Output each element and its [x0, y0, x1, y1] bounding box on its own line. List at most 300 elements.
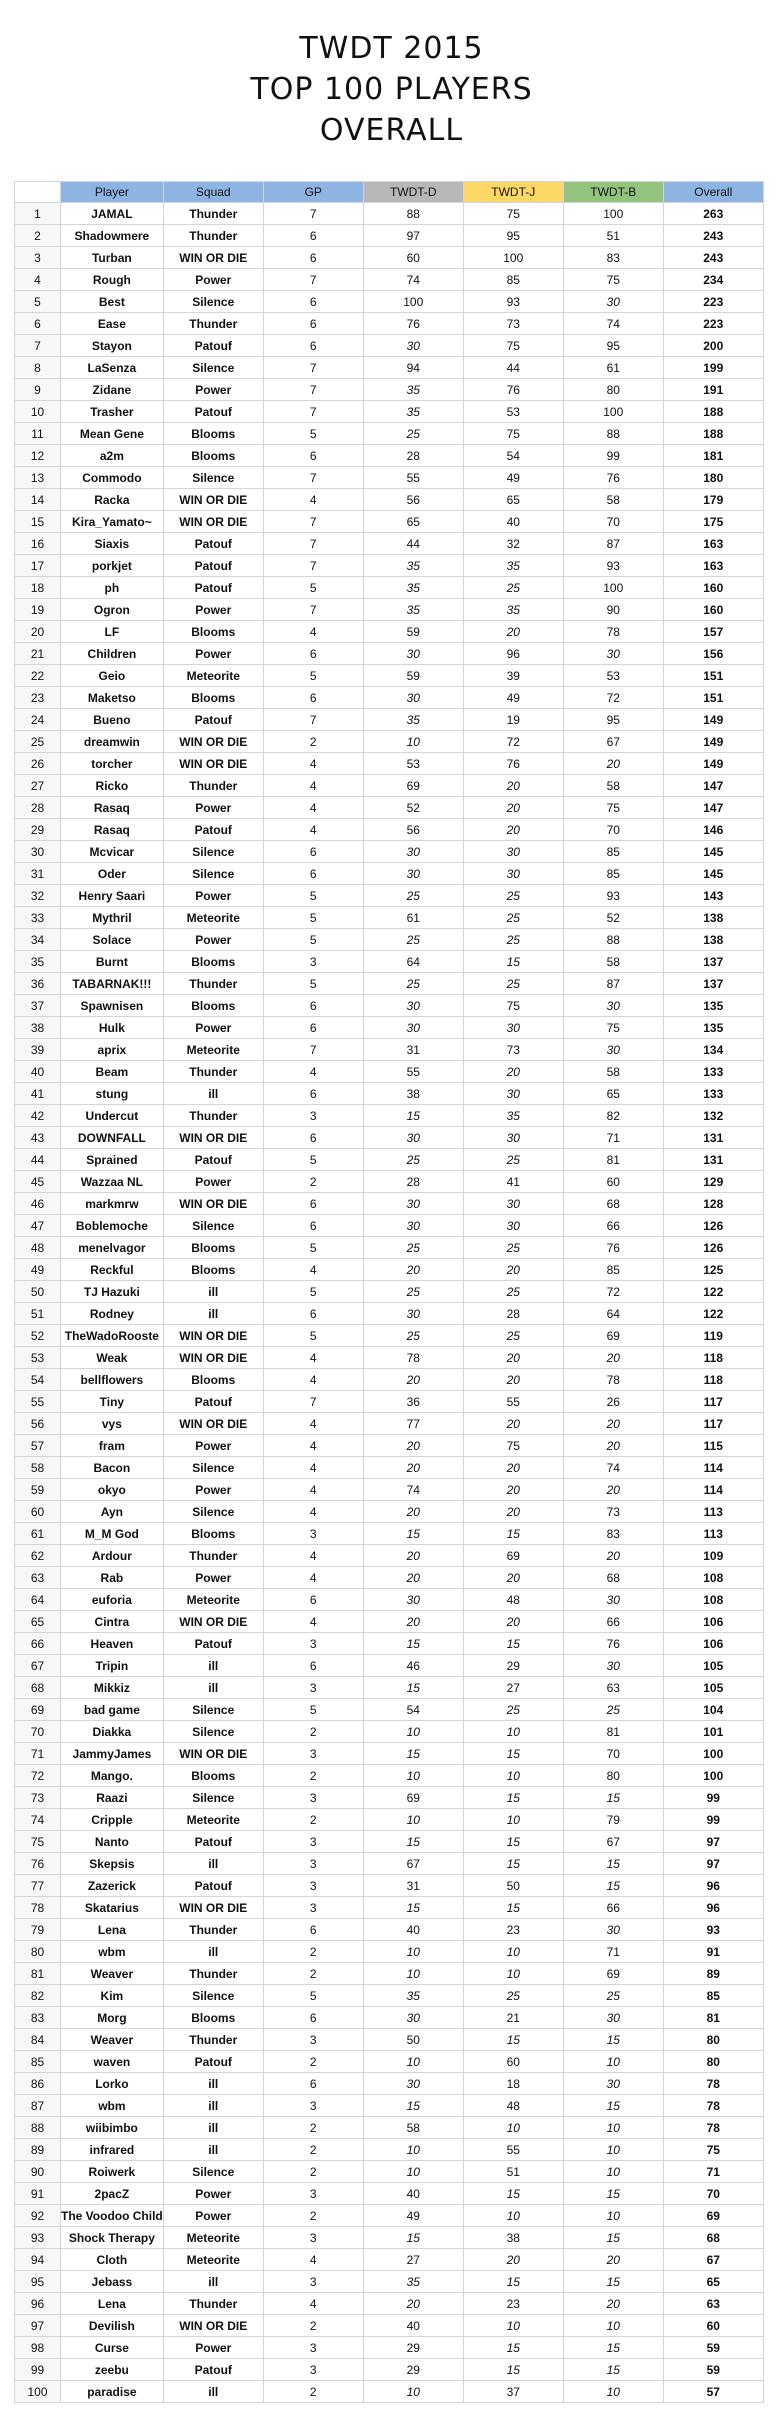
gp-cell: 5 — [263, 1237, 363, 1259]
table-row — [15, 841, 764, 863]
rank-cell: 67 — [15, 1655, 61, 1677]
twdt-d-cell: 56 — [363, 489, 463, 511]
player-cell: Mikkiz — [61, 1677, 164, 1699]
table-row — [15, 1831, 764, 1853]
gp-cell: 2 — [263, 2315, 363, 2337]
twdt-b-cell: 10 — [563, 2117, 663, 2139]
overall-cell: 114 — [663, 1457, 763, 1479]
table-row — [15, 1061, 764, 1083]
twdt-d-cell: 30 — [363, 995, 463, 1017]
squad-cell: ill — [163, 2073, 263, 2095]
overall-cell: 151 — [663, 665, 763, 687]
rank-cell: 77 — [15, 1875, 61, 1897]
twdt-j-cell: 15 — [463, 2271, 563, 2293]
table-row — [15, 2315, 764, 2337]
twdt-j-cell: 54 — [463, 445, 563, 467]
twdt-d-cell: 20 — [363, 1259, 463, 1281]
player-cell: Tiny — [61, 1391, 164, 1413]
twdt-b-cell: 71 — [563, 1127, 663, 1149]
table-row — [15, 1963, 764, 1985]
squad-cell: Patouf — [163, 401, 263, 423]
gp-cell: 4 — [263, 1369, 363, 1391]
squad-cell: Blooms — [163, 1765, 263, 1787]
player-cell: menelvagor — [61, 1237, 164, 1259]
squad-cell: WIN OR DIE — [163, 2315, 263, 2337]
squad-cell: Blooms — [163, 1237, 263, 1259]
rank-cell: 44 — [15, 1149, 61, 1171]
twdt-d-cell: 25 — [363, 1237, 463, 1259]
player-cell: Tripin — [61, 1655, 164, 1677]
gp-cell: 4 — [263, 1501, 363, 1523]
twdt-d-cell: 29 — [363, 2337, 463, 2359]
twdt-d-cell: 20 — [363, 1545, 463, 1567]
twdt-j-cell: 20 — [463, 775, 563, 797]
table-row — [15, 1149, 764, 1171]
overall-cell: 138 — [663, 929, 763, 951]
rank-cell: 25 — [15, 731, 61, 753]
squad-cell: ill — [163, 1655, 263, 1677]
twdt-b-cell: 30 — [563, 643, 663, 665]
player-cell: Weak — [61, 1347, 164, 1369]
twdt-d-cell: 28 — [363, 1171, 463, 1193]
overall-cell: 157 — [663, 621, 763, 643]
twdt-j-cell: 20 — [463, 1567, 563, 1589]
twdt-d-cell: 56 — [363, 819, 463, 841]
twdt-j-cell: 29 — [463, 1655, 563, 1677]
twdt-d-cell: 20 — [363, 1611, 463, 1633]
table-row — [15, 1655, 764, 1677]
overall-cell: 134 — [663, 1039, 763, 1061]
twdt-b-cell: 10 — [563, 2381, 663, 2403]
twdt-b-cell: 72 — [563, 687, 663, 709]
twdt-b-cell: 64 — [563, 1303, 663, 1325]
twdt-d-cell: 38 — [363, 1083, 463, 1105]
twdt-b-cell: 20 — [563, 1347, 663, 1369]
table-row — [15, 665, 764, 687]
twdt-j-cell: 48 — [463, 1589, 563, 1611]
twdt-b-cell: 93 — [563, 885, 663, 907]
gp-cell: 4 — [263, 489, 363, 511]
table-row — [15, 1457, 764, 1479]
twdt-j-cell: 10 — [463, 2117, 563, 2139]
twdt-b-cell: 20 — [563, 1545, 663, 1567]
squad-cell: Meteorite — [163, 2227, 263, 2249]
squad-cell: Blooms — [163, 2007, 263, 2029]
twdt-d-cell: 35 — [363, 379, 463, 401]
table-row — [15, 247, 764, 269]
overall-cell: 200 — [663, 335, 763, 357]
gp-cell: 6 — [263, 2073, 363, 2095]
squad-cell: Meteorite — [163, 665, 263, 687]
rank-cell: 47 — [15, 1215, 61, 1237]
squad-cell: Meteorite — [163, 1039, 263, 1061]
gp-cell: 6 — [263, 1303, 363, 1325]
rank-cell: 61 — [15, 1523, 61, 1545]
twdt-b-cell: 82 — [563, 1105, 663, 1127]
twdt-j-cell: 30 — [463, 1017, 563, 1039]
player-cell: The Voodoo Child — [61, 2205, 164, 2227]
overall-cell: 89 — [663, 1963, 763, 1985]
table-row — [15, 445, 764, 467]
rank-cell: 92 — [15, 2205, 61, 2227]
overall-cell: 75 — [663, 2139, 763, 2161]
twdt-j-cell: 23 — [463, 1919, 563, 1941]
player-cell: Cripple — [61, 1809, 164, 1831]
twdt-b-cell: 15 — [563, 1875, 663, 1897]
player-cell: wbm — [61, 1941, 164, 1963]
twdt-j-cell: 96 — [463, 643, 563, 665]
twdt-j-cell: 18 — [463, 2073, 563, 2095]
twdt-d-cell: 10 — [363, 1963, 463, 1985]
twdt-d-cell: 25 — [363, 885, 463, 907]
gp-cell: 7 — [263, 511, 363, 533]
player-cell: Hulk — [61, 1017, 164, 1039]
table-row — [15, 1677, 764, 1699]
overall-cell: 149 — [663, 709, 763, 731]
page-title — [0, 28, 783, 151]
rank-cell: 9 — [15, 379, 61, 401]
rank-cell: 64 — [15, 1589, 61, 1611]
twdt-b-cell: 65 — [563, 1083, 663, 1105]
twdt-b-cell: 76 — [563, 1237, 663, 1259]
squad-cell: Patouf — [163, 819, 263, 841]
table-row — [15, 1259, 764, 1281]
player-cell: Children — [61, 643, 164, 665]
player-cell: Cloth — [61, 2249, 164, 2271]
player-cell: Commodo — [61, 467, 164, 489]
rank-cell: 16 — [15, 533, 61, 555]
twdt-j-cell: 76 — [463, 753, 563, 775]
player-cell: Stayon — [61, 335, 164, 357]
player-cell: Maketso — [61, 687, 164, 709]
player-cell: paradise — [61, 2381, 164, 2403]
table-row — [15, 2051, 764, 2073]
table-row — [15, 2227, 764, 2249]
twdt-j-cell: 55 — [463, 1391, 563, 1413]
overall-cell: 93 — [663, 1919, 763, 1941]
twdt-d-cell: 30 — [363, 2007, 463, 2029]
gp-cell: 3 — [263, 1787, 363, 1809]
overall-cell: 97 — [663, 1853, 763, 1875]
squad-cell: Patouf — [163, 555, 263, 577]
gp-cell: 3 — [263, 1523, 363, 1545]
twdt-j-cell: 20 — [463, 2249, 563, 2271]
twdt-b-cell: 58 — [563, 775, 663, 797]
player-cell: Ricko — [61, 775, 164, 797]
squad-cell: WIN OR DIE — [163, 1413, 263, 1435]
twdt-j-cell: 25 — [463, 907, 563, 929]
twdt-j-cell: 30 — [463, 841, 563, 863]
rank-cell: 99 — [15, 2359, 61, 2381]
overall-cell: 137 — [663, 951, 763, 973]
twdt-b-cell: 81 — [563, 1149, 663, 1171]
player-cell: Jebass — [61, 2271, 164, 2293]
table-row — [15, 973, 764, 995]
squad-cell: Patouf — [163, 2051, 263, 2073]
table-row — [15, 1501, 764, 1523]
player-cell: Henry Saari — [61, 885, 164, 907]
gp-cell: 3 — [263, 951, 363, 973]
gp-cell: 6 — [263, 643, 363, 665]
squad-cell: Power — [163, 1171, 263, 1193]
overall-cell: 114 — [663, 1479, 763, 1501]
gp-cell: 3 — [263, 2029, 363, 2051]
overall-cell: 96 — [663, 1875, 763, 1897]
player-cell: Mean Gene — [61, 423, 164, 445]
rank-cell: 29 — [15, 819, 61, 841]
squad-cell: ill — [163, 1083, 263, 1105]
twdt-d-cell: 60 — [363, 247, 463, 269]
overall-cell: 119 — [663, 1325, 763, 1347]
table-row — [15, 1105, 764, 1127]
twdt-j-cell: 15 — [463, 2029, 563, 2051]
table-row — [15, 1699, 764, 1721]
twdt-b-cell: 58 — [563, 1061, 663, 1083]
twdt-d-cell: 40 — [363, 2315, 463, 2337]
twdt-b-cell: 61 — [563, 357, 663, 379]
overall-cell: 108 — [663, 1567, 763, 1589]
table-row — [15, 1985, 764, 2007]
squad-cell: ill — [163, 1303, 263, 1325]
gp-cell: 6 — [263, 863, 363, 885]
twdt-d-cell: 77 — [363, 1413, 463, 1435]
rank-cell: 6 — [15, 313, 61, 335]
player-cell: Geio — [61, 665, 164, 687]
squad-cell: Thunder — [163, 775, 263, 797]
twdt-d-cell: 69 — [363, 1787, 463, 1809]
table-row — [15, 753, 764, 775]
gp-cell: 3 — [263, 2359, 363, 2381]
player-cell: Bacon — [61, 1457, 164, 1479]
squad-cell: Power — [163, 599, 263, 621]
overall-cell: 132 — [663, 1105, 763, 1127]
twdt-d-cell: 46 — [363, 1655, 463, 1677]
player-cell: Kira_Yamato~ — [61, 511, 164, 533]
twdt-j-cell: 93 — [463, 291, 563, 313]
overall-cell: 57 — [663, 2381, 763, 2403]
table-row — [15, 1809, 764, 1831]
twdt-b-cell: 100 — [563, 203, 663, 225]
header-row — [15, 182, 764, 203]
player-cell: Undercut — [61, 1105, 164, 1127]
twdt-j-cell: 15 — [463, 1897, 563, 1919]
squad-cell: ill — [163, 1853, 263, 1875]
overall-cell: 156 — [663, 643, 763, 665]
overall-cell: 105 — [663, 1655, 763, 1677]
rank-cell: 19 — [15, 599, 61, 621]
twdt-j-cell: 55 — [463, 2139, 563, 2161]
twdt-b-cell: 30 — [563, 1039, 663, 1061]
overall-cell: 223 — [663, 291, 763, 313]
rank-cell: 27 — [15, 775, 61, 797]
twdt-b-cell: 20 — [563, 2293, 663, 2315]
twdt-d-cell: 65 — [363, 511, 463, 533]
twdt-d-cell: 15 — [363, 1897, 463, 1919]
twdt-d-cell: 35 — [363, 555, 463, 577]
table-row — [15, 1303, 764, 1325]
player-cell: JammyJames — [61, 1743, 164, 1765]
twdt-b-cell: 79 — [563, 1809, 663, 1831]
rank-cell: 32 — [15, 885, 61, 907]
gp-cell: 4 — [263, 753, 363, 775]
player-cell: Curse — [61, 2337, 164, 2359]
squad-cell: Meteorite — [163, 1589, 263, 1611]
table-row — [15, 1721, 764, 1743]
squad-cell: Silence — [163, 1721, 263, 1743]
player-cell: Nanto — [61, 1831, 164, 1853]
twdt-j-cell: 25 — [463, 929, 563, 951]
player-cell: Lena — [61, 2293, 164, 2315]
player-cell: porkjet — [61, 555, 164, 577]
table-row — [15, 643, 764, 665]
twdt-j-cell: 39 — [463, 665, 563, 687]
twdt-d-cell: 25 — [363, 423, 463, 445]
rank-cell: 55 — [15, 1391, 61, 1413]
gp-cell: 7 — [263, 357, 363, 379]
squad-cell: Thunder — [163, 225, 263, 247]
twdt-b-cell: 85 — [563, 1259, 663, 1281]
twdt-d-cell: 74 — [363, 1479, 463, 1501]
gp-cell: 2 — [263, 2117, 363, 2139]
rank-cell: 43 — [15, 1127, 61, 1149]
twdt-b-cell: 87 — [563, 973, 663, 995]
overall-cell: 151 — [663, 687, 763, 709]
squad-cell: Silence — [163, 291, 263, 313]
twdt-d-cell: 25 — [363, 1149, 463, 1171]
twdt-b-cell: 76 — [563, 1633, 663, 1655]
twdt-j-cell: 37 — [463, 2381, 563, 2403]
twdt-b-cell: 30 — [563, 995, 663, 1017]
player-cell: Mango. — [61, 1765, 164, 1787]
twdt-d-cell: 25 — [363, 973, 463, 995]
gp-cell: 3 — [263, 2271, 363, 2293]
table-row — [15, 1589, 764, 1611]
twdt-j-cell: 40 — [463, 511, 563, 533]
overall-cell: 70 — [663, 2183, 763, 2205]
twdt-b-cell: 51 — [563, 225, 663, 247]
squad-cell: Silence — [163, 1501, 263, 1523]
table-row — [15, 2381, 764, 2403]
squad-cell: Power — [163, 2183, 263, 2205]
rank-cell: 80 — [15, 1941, 61, 1963]
gp-cell: 3 — [263, 2227, 363, 2249]
gp-cell: 3 — [263, 1831, 363, 1853]
overall-cell: 105 — [663, 1677, 763, 1699]
twdt-j-cell: 15 — [463, 1831, 563, 1853]
twdt-j-cell: 15 — [463, 1853, 563, 1875]
squad-cell: Thunder — [163, 2293, 263, 2315]
twdt-b-cell: 60 — [563, 1171, 663, 1193]
twdt-j-cell: 100 — [463, 247, 563, 269]
table-row — [15, 1281, 764, 1303]
rank-cell: 62 — [15, 1545, 61, 1567]
twdt-b-cell: 85 — [563, 863, 663, 885]
gp-cell: 3 — [263, 2183, 363, 2205]
gp-cell: 2 — [263, 1941, 363, 1963]
overall-cell: 96 — [663, 1897, 763, 1919]
overall-cell: 59 — [663, 2337, 763, 2359]
twdt-j-cell: 35 — [463, 555, 563, 577]
gp-cell: 6 — [263, 995, 363, 1017]
twdt-d-cell: 100 — [363, 291, 463, 313]
overall-cell: 100 — [663, 1765, 763, 1787]
player-cell: Rough — [61, 269, 164, 291]
twdt-j-cell: 20 — [463, 1413, 563, 1435]
twdt-b-cell: 15 — [563, 2183, 663, 2205]
twdt-b-cell: 99 — [563, 445, 663, 467]
squad-cell: Patouf — [163, 1149, 263, 1171]
twdt-d-cell: 31 — [363, 1875, 463, 1897]
twdt-d-cell: 15 — [363, 1523, 463, 1545]
overall-cell: 78 — [663, 2117, 763, 2139]
overall-cell: 125 — [663, 1259, 763, 1281]
twdt-j-cell: 10 — [463, 1809, 563, 1831]
table-row — [15, 951, 764, 973]
twdt-d-cell: 40 — [363, 1919, 463, 1941]
twdt-j-cell: 95 — [463, 225, 563, 247]
table-row — [15, 995, 764, 1017]
overall-cell: 135 — [663, 1017, 763, 1039]
table-row — [15, 1523, 764, 1545]
player-cell: Lena — [61, 1919, 164, 1941]
table-row — [15, 1215, 764, 1237]
rank-cell: 21 — [15, 643, 61, 665]
table-row — [15, 2271, 764, 2293]
gp-cell: 6 — [263, 247, 363, 269]
title-line-3: OVERALL — [319, 113, 464, 148]
table-row — [15, 1369, 764, 1391]
overall-cell: 97 — [663, 1831, 763, 1853]
twdt-d-cell: 15 — [363, 2227, 463, 2249]
twdt-b-cell: 15 — [563, 2337, 663, 2359]
overall-cell: 118 — [663, 1369, 763, 1391]
twdt-j-cell: 49 — [463, 467, 563, 489]
squad-cell: Power — [163, 379, 263, 401]
overall-cell: 223 — [663, 313, 763, 335]
table-row — [15, 731, 764, 753]
rank-cell: 42 — [15, 1105, 61, 1127]
rank-cell: 31 — [15, 863, 61, 885]
gp-cell: 2 — [263, 2381, 363, 2403]
twdt-b-cell: 15 — [563, 2359, 663, 2381]
overall-cell: 115 — [663, 1435, 763, 1457]
gp-cell: 5 — [263, 1985, 363, 2007]
player-cell: Diakka — [61, 1721, 164, 1743]
twdt-d-cell: 44 — [363, 533, 463, 555]
gp-cell: 2 — [263, 1963, 363, 1985]
twdt-d-cell: 58 — [363, 2117, 463, 2139]
twdt-b-cell: 25 — [563, 1985, 663, 2007]
twdt-j-cell: 25 — [463, 1985, 563, 2007]
twdt-b-cell: 30 — [563, 1919, 663, 1941]
player-cell: Kim — [61, 1985, 164, 2007]
gp-cell: 7 — [263, 533, 363, 555]
squad-cell: Power — [163, 885, 263, 907]
gp-cell: 3 — [263, 1633, 363, 1655]
overall-cell: 147 — [663, 775, 763, 797]
overall-cell: 106 — [663, 1611, 763, 1633]
rank-cell: 85 — [15, 2051, 61, 2073]
player-cell: bad game — [61, 1699, 164, 1721]
rank-cell: 93 — [15, 2227, 61, 2249]
squad-cell: Patouf — [163, 709, 263, 731]
twdt-d-cell: 49 — [363, 2205, 463, 2227]
player-cell: Beam — [61, 1061, 164, 1083]
twdt-j-cell: 35 — [463, 1105, 563, 1127]
twdt-b-cell: 10 — [563, 2051, 663, 2073]
twdt-j-cell: 20 — [463, 797, 563, 819]
player-cell: fram — [61, 1435, 164, 1457]
